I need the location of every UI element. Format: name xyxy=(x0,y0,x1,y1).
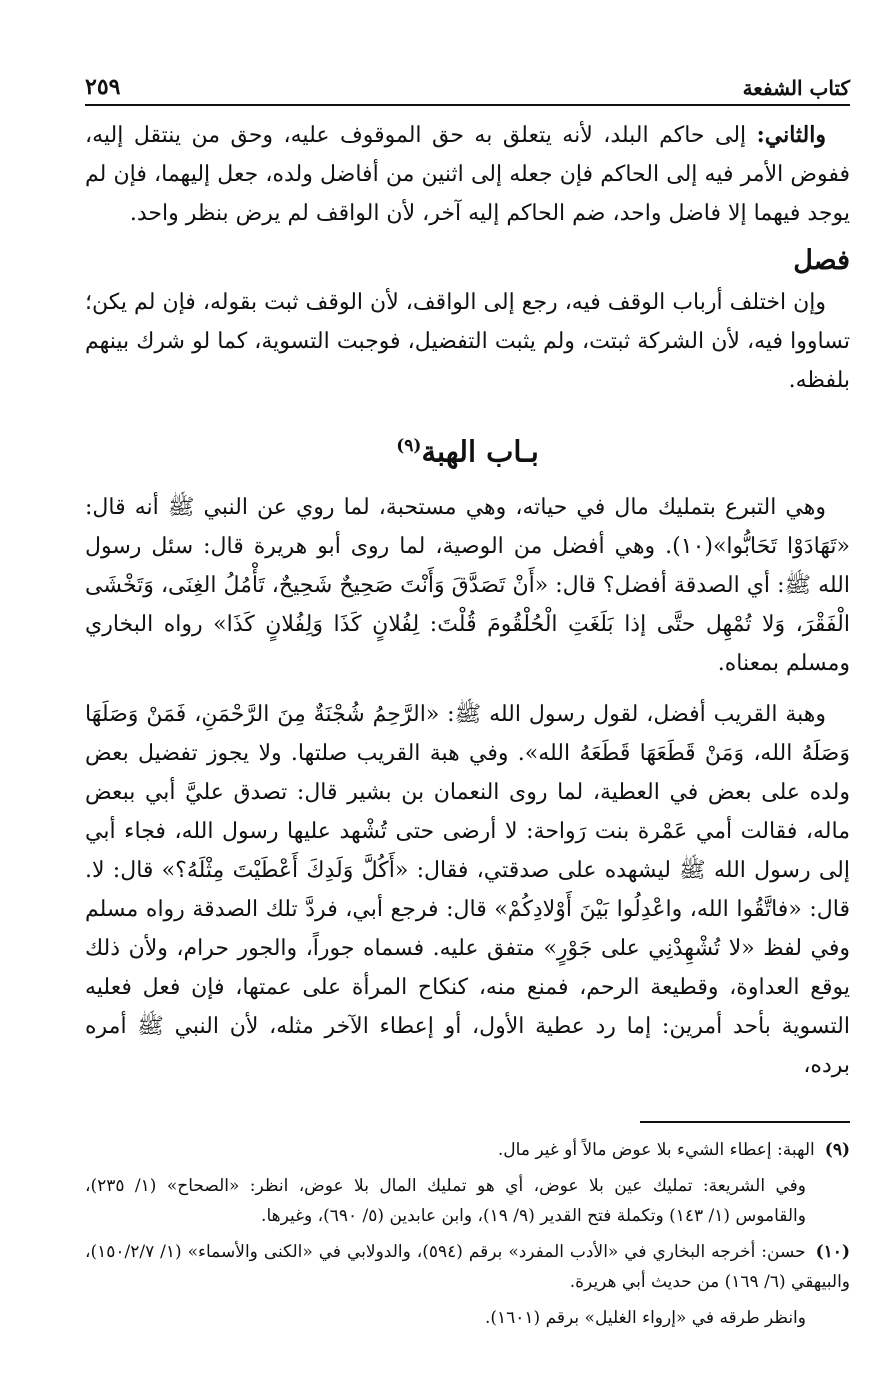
footnote-10-continuation: وانظر طرقه في «إرواء الغليل» برقم (١٦٠١). xyxy=(484,1307,806,1328)
section-heading: فصل xyxy=(793,245,850,276)
paragraph-disagreement: وإن اختلف أرباب الوقف فيه، رجع إلى الواقف، لأن الوقف ثبت بقوله، فإن لم يكن؛ تساووا فيه، لأن الشركة ثبتت، ولم يثبت التفضيل، فوجبت التسوية، كما لو شرك بينهم بلفظه. xyxy=(85,290,850,393)
paragraph-relative-gift: وهبة القريب أفضل، لقول رسول الله ﷺ: «الرَّحِمُ شُجْنَةٌ مِنَ الرَّحْمَنِ، فَمَنْ وَصَلَهَا وَصَلَهُ الله، وَمَنْ قَطَعَهَا قَطَعَهُ الله». وفي هبة القريب صلتها. ولا يجوز تفضيل بعض ولده على بعض في العطية، لما روى النعمان بن بشير قال: تصدق عليَّ أبي ببعض ماله، فقالت أمي عَمْرة بنت رَواحة: لا أرضى حتى تُشْهد عليها رسول الله، فجاء أبي إلى رسول الله ﷺ ليشهده على صدقتي، فقال: «أَكُلَّ وَلَدِكَ أَعْطَيْتَ مِثْلَهُ؟» قال: لا. قال: «فاتَّقُوا الله، واعْدِلُوا بَيْنَ أَوْلادِكُمْ» قال: فرجع أبي، فردَّ تلك الصدقة رواه مسلم وفي لفظ «لا تُشْهِدْنِي على جَوْرٍ» متفق عليه. فسماه جوراً، والجور حرام، ولأن ذلك يوقع العداوة، وقطيعة الرحم، فمنع منه، كنكاح المرأة على عمتها، فإن فعل فعليه التسوية بأحد أمرين: إما رد عطية الأول، أو إعطاء الآخر مثله، لأن النبي ﷺ أمره برده، xyxy=(85,701,850,1078)
paragraph-gift-definition: وهي التبرع بتمليك مال في حياته، وهي مستحبة، لما روي عن النبي ﷺ أنه قال: «تَهَادَوْا تَحَابُّوا»(١٠). وهي أفضل من الوصية، لما روى أبو هريرة قال: سئل رسول الله ﷺ: أي الصدقة أفضل؟ قال: «أَنْ تَصَدَّقَ وَأَنْتَ صَحِيحٌ شَحِيحٌ، تَأْمُلُ الغِنَى، وَتَخْشَى الْفَقْرَ، وَلا تُمْهِل حتَّى إذا بَلَغَتِ الْحُلْقُومَ قُلْتَ: لِفُلانٍ كَذَا وَلِفُلانٍ كَذَا» رواه البخاري ومسلم بمعناه. xyxy=(85,494,851,676)
paragraph-lead: والثاني: xyxy=(756,122,826,148)
page-number: ٢٥٩ xyxy=(85,74,121,100)
footnote-text: حسن: أخرجه البخاري في «الأدب المفرد» برقم (٥٩٤)، والدولابي في «الكنى والأسماء» (١/ ١٥٠/٢/٧)، والبيهقي (٦/ ١٦٩) من حديث أبي هريرة. xyxy=(85,1241,850,1292)
footnote-number: (٩) xyxy=(824,1139,850,1160)
footnote-9-continuation: وفي الشريعة: تمليك عين بلا عوض، أي هو تمليك المال بلا عوض، انظر: «الصحاح» (١/ ٢٣٥)، والقاموس (١/ ١٤٣) وتكملة فتح القدير (٩/ ١٩)، وابن عابدين (٥/ ٦٩٠)، وغيرها. xyxy=(85,1175,806,1226)
chapter-heading xyxy=(85,420,850,478)
footnote-text: الهبة: إعطاء الشيء بلا عوض مالاً أو غير مال. xyxy=(497,1139,815,1160)
footnotes xyxy=(85,1135,850,1333)
footnote-10 xyxy=(85,1237,850,1297)
paragraph-text: إلى حاكم البلد، لأنه يتعلق به حق الموقوف عليه، وحق من ينتقل إليه، ففوض الأمر فيه إلى الحاكم فإن جعله إلى اثنين من أفاضل ولده، جعل إليهما، فإن لم يوجد فيهما إلا فاضل واحد، ضم الحاكم إليه آخر، لأن الواقف لم يرض بنظر واحد. xyxy=(85,123,850,226)
footnote-divider xyxy=(640,1121,850,1123)
footnote-9 xyxy=(85,1135,850,1165)
paragraph-second-option xyxy=(85,116,850,233)
chapter-title: بـاب الهبة xyxy=(421,434,539,469)
chapter-footnote-ref: (٩) xyxy=(396,436,422,456)
paragraph-gap xyxy=(85,683,850,695)
main-text xyxy=(85,116,850,1085)
footnote-number: (١٠) xyxy=(815,1241,850,1262)
running-header xyxy=(85,60,850,106)
book-page xyxy=(85,60,850,1333)
book-title: كتاب الشفعة xyxy=(742,76,850,100)
